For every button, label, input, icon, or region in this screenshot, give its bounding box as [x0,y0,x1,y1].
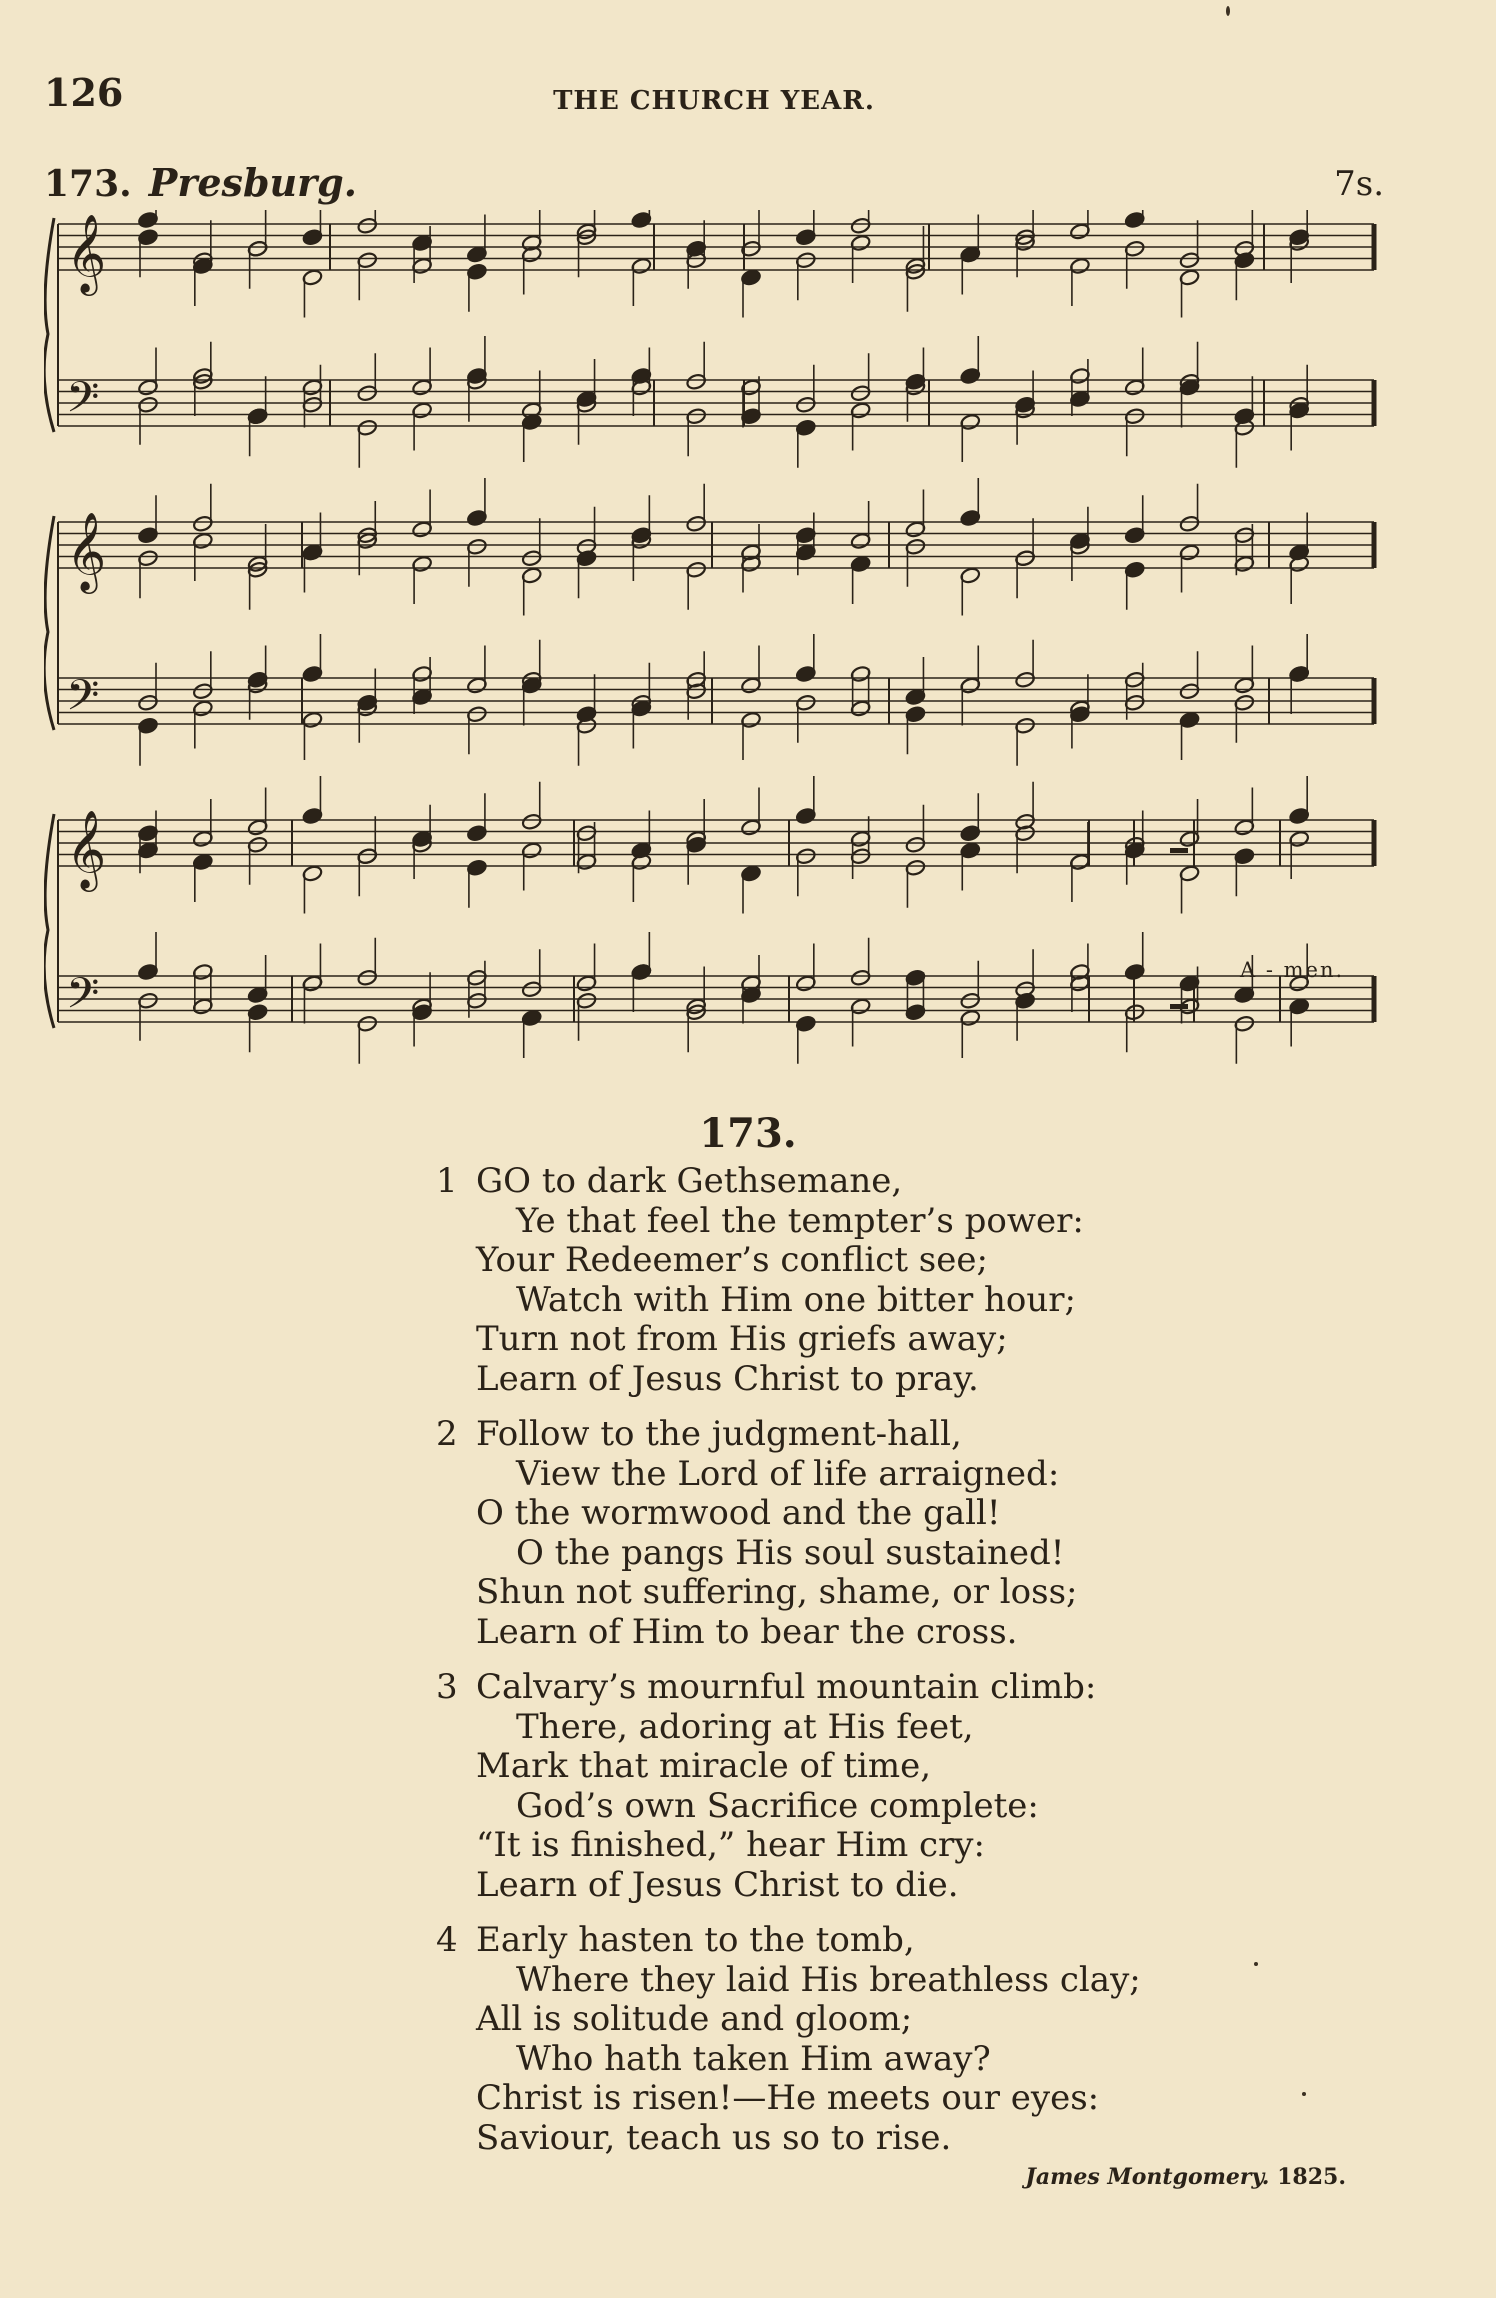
verse-line: GO to dark Gethsemane, [476,1161,903,1201]
verse [430,1668,1330,1905]
running-title: THE CHURCH YEAR. [553,86,875,116]
bass-clef-icon: 𝄢 [66,373,100,433]
treble-clef-icon: 𝄞 [66,512,107,591]
verse [430,1415,1330,1652]
tune-heading [44,160,1384,210]
verse-line: Christ is risen!—He meets our eyes: [476,2078,1100,2118]
verse-line: Calvary’s mournful mountain climb: [476,1667,1097,1707]
rest-icon [1170,1004,1188,1009]
paper-speck [1254,1962,1258,1966]
verse-line: All is solitude and gloom; [476,1999,913,2039]
verse [430,1921,1330,2158]
verse-number: 2 [436,1414,458,1454]
verse-line: Who hath taken Him away? [516,2038,991,2079]
bass-clef-icon: 𝄢 [66,671,100,731]
tune-name: Presburg. [148,160,357,205]
verse-line: Learn of Jesus Christ to pray. [476,1358,979,1399]
author-attribution [1025,2164,1346,2190]
hymn-number: 173. [699,1110,797,1157]
verse-line: Follow to the judgment-hall, [476,1414,962,1454]
page-number: 126 [44,70,124,115]
verse-line: There, adoring at His feet, [516,1706,974,1747]
bass-clef-icon: 𝄢 [66,969,100,1029]
amen-label: A - men. [1240,958,1345,982]
verse-line: Where they laid His breathless clay; [516,1959,1141,2000]
system-brace [44,814,54,1028]
verse-line: Watch with Him one bitter hour; [516,1279,1077,1320]
music-score [44,210,1384,1090]
verse-line: Learn of Him to bear the cross. [476,1611,1018,1652]
verse-line: Mark that miracle of time, [476,1746,932,1786]
verse-line: Turn not from His griefs away; [476,1319,1008,1359]
hymn-verses [430,1162,1330,2174]
verse-line: Shun not suffering, shame, or loss; [476,1572,1078,1612]
verse-number: 3 [436,1667,458,1707]
treble-clef-icon: 𝄞 [66,810,107,889]
tune-meter: 7s. [1334,164,1384,204]
rest-icon [1170,848,1188,853]
system-brace [44,516,54,730]
verse-line: Early hasten to the tomb, [476,1920,915,1960]
verse-line: Your Redeemer’s conflict see; [476,1240,988,1280]
author-name: James Montgomery. [1025,2164,1270,2190]
author-year: 1825. [1277,2164,1346,2190]
system-brace [44,218,54,432]
verse-line: “It is finished,” hear Him cry: [476,1825,985,1865]
treble-clef-icon: 𝄞 [66,214,107,293]
verse-number: 4 [436,1920,458,1960]
tune-number: 173. [44,163,132,205]
verse-number: 1 [436,1161,458,1201]
paper-speck [1226,6,1230,16]
verse-line: Learn of Jesus Christ to die. [476,1864,959,1905]
verse-line: Saviour, teach us so to rise. [476,2117,952,2158]
verse-line: O the wormwood and the gall! [476,1493,1001,1533]
page-header [44,70,1384,120]
verse-line: Ye that feel the tempter’s power: [516,1200,1084,1241]
verse-line: View the Lord of life arraigned: [516,1453,1060,1494]
verse-line: God’s own Sacrifice complete: [516,1785,1039,1826]
verse-line: O the pangs His soul sustained! [516,1532,1065,1573]
paper-speck [1302,2092,1306,2096]
verse [430,1162,1330,1399]
